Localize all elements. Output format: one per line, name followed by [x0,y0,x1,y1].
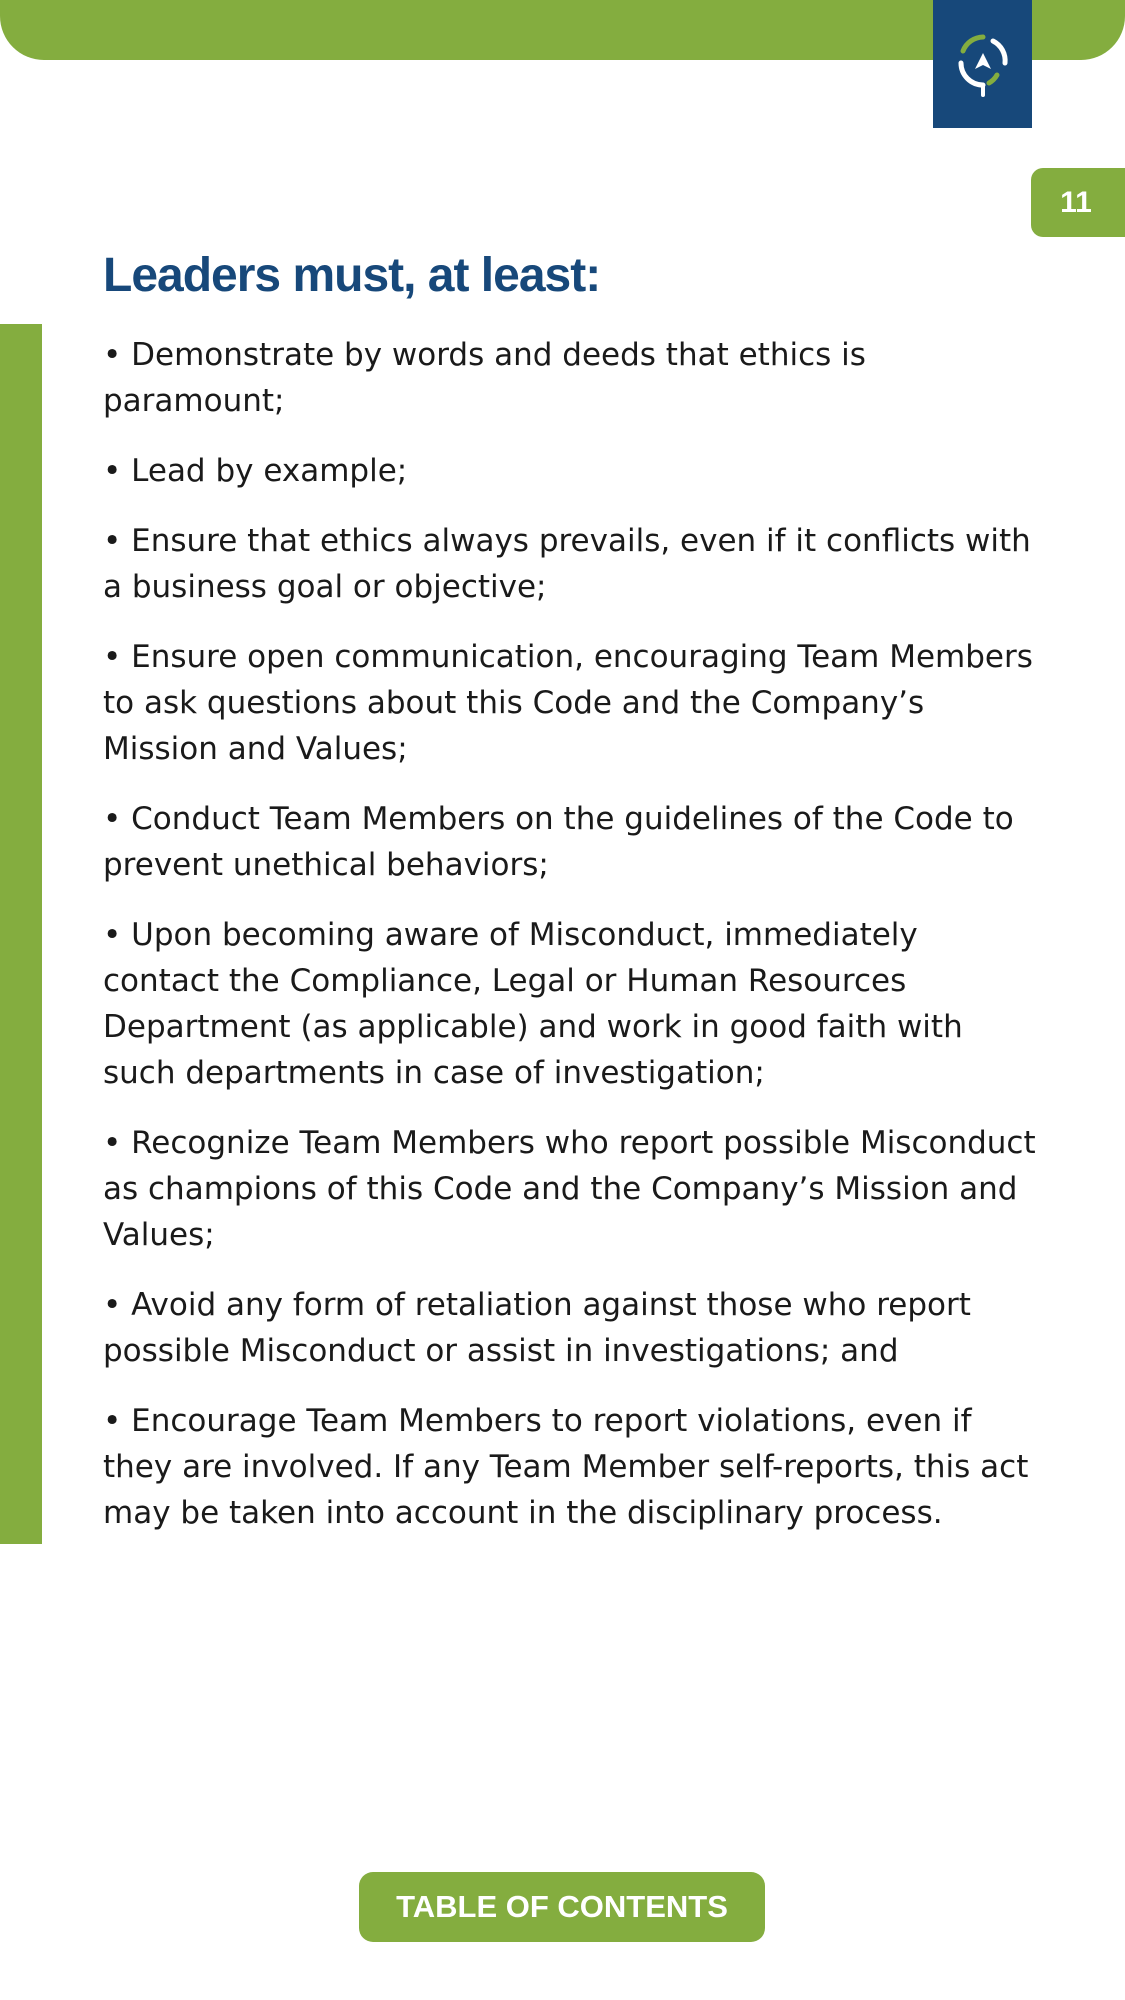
table-of-contents-button[interactable]: TABLE OF CONTENTS [359,1872,765,1942]
page-title: Leaders must, at least: [103,249,601,302]
list-item: • Demonstrate by words and deeds that ethics is paramount; [103,337,866,419]
bullet-list [103,332,1043,1536]
list-item: • Conduct Team Members on the guidelines of the Code to prevent unethical behaviors; [103,801,1014,883]
list-item: • Avoid any form of retaliation against those who report possible Misconduct or assist in investigations; and [103,1287,971,1369]
left-accent-strip [0,324,42,1544]
list-item: • Lead by example; [103,453,408,489]
list-item: • Upon becoming aware of Misconduct, immediately contact the Compliance, Legal or Human Resources Department (as applicable) and work in good faith with such departments in case of investigation; [103,917,963,1091]
list-item: • Ensure open communication, encouraging Team Members to ask questions about this Code and the Company’s Mission and Values; [103,639,1033,767]
list-item: • Encourage Team Members to report violations, even if they are involved. If any Team Member self-reports, this act may be taken into account in the disciplinary process. [103,1403,1029,1531]
logo-badge[interactable] [933,0,1032,128]
compass-logo-icon [953,29,1013,99]
page-number: 11 [1031,168,1125,237]
list-item: • Recognize Team Members who report possible Misconduct as champions of this Code and the Company’s Mission and Values; [103,1125,1036,1253]
list-item: • Ensure that ethics always prevails, even if it conflicts with a business goal or objective; [103,523,1031,605]
main-content [103,240,1043,1560]
